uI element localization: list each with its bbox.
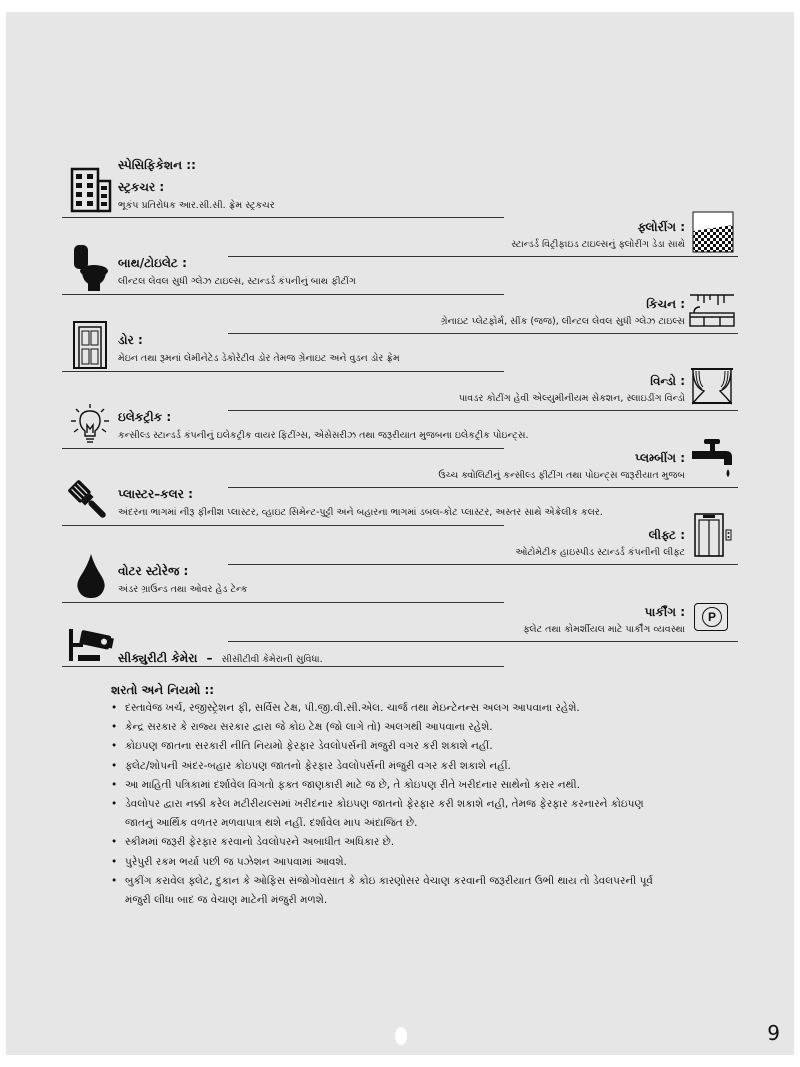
page-number: 9 — [767, 1021, 780, 1045]
divider — [228, 564, 738, 565]
parking-letter: P — [702, 607, 722, 627]
lightbulb-icon — [70, 403, 110, 447]
term-text: સ્કીમમાં જરૂરી ફેરફાર કરવાનો ડેવલોપરને અબાધીત અધિકાર છે. — [125, 836, 395, 849]
water-text: અંડર ગ્રાઉન્ડ તથા ઓવર હેડ ટેન્ક — [118, 584, 248, 595]
parking-icon — [694, 603, 728, 631]
divider — [62, 448, 504, 449]
term-text: બુકીંગ કરાવેલ ફ્લેટ, દુકાન કે ઓફિસ સંજોગોવસાત કે કોઇ કારણોસર વેચાણ કરવાની જરૂરીયાત ઉભી થાય તો ડેવલપરની પૂર્વ મંજુરી લીધા બાદ જ વેચાણ માટેની મંજુરી મળશે. — [125, 874, 653, 907]
divider — [62, 217, 504, 218]
bullet: • — [111, 778, 118, 791]
parking-title: પાર્કીંગ : — [644, 605, 685, 619]
list-item — [111, 833, 671, 852]
divider — [62, 371, 504, 372]
security-title: સીક્યુરીટી કેમેરા — [118, 651, 198, 665]
term-text: દસ્તાવેજ ખર્ચ, રજીસ્ટ્રેશન ફી, સર્વિસ ટેક્ષ, પી.જી.વી.સી.એલ. ચાર્જ તથા મેઇન્ટેનન્સ અલગ આપવાના રહેશે. — [125, 702, 580, 714]
divider — [62, 666, 504, 667]
term-text: ડેવલોપર દ્વારા નક્કી કરેલ મટીરીયલ્સમાં ખરીદનાર કોઇપણ જાતનો ફેરફાર કરી શકાશે નહી, તેમજ ફેરફાર કરનારને કોઇપણ જાતનું આર્થિક વળતર મળવાપાત્ર થશે નહીં. દર્શાવેલ માપ અંદાજિત છે. — [125, 798, 644, 830]
list-item — [111, 795, 671, 833]
plumbing-text: ઉચ્ચ ક્વોલિટીનું કન્સીલ્ડ ફીટીંગ તથા પોઇન્ટ્સ જરૂરીયાત મુજબ — [438, 470, 685, 481]
faucet-icon — [690, 437, 734, 479]
lift-title: લીફ્ટ : — [648, 528, 685, 542]
list-item — [111, 872, 671, 910]
term-text: આ માહિતી પત્રિકામાં દર્શાવેલ વિગતો ફક્ત જાણકારી માટે જ છે, તે કોઇપણ રીતે ખરીદનાર સાથેનો કરાર નથી. — [125, 778, 580, 791]
list-item — [111, 776, 671, 795]
terms-title: શરતો અને નિયમો :: — [111, 683, 215, 697]
structure-title: સ્ટ્રકચર : — [118, 180, 165, 194]
term-text: કોઇપણ જાતના સરકારી નીતિ નિયમો ફેરફાર ડેવલોપર્સની મંજુરી વગર કરી શકાશે નહીં. — [125, 740, 493, 753]
window-curtain-icon — [690, 367, 734, 405]
toilet-icon — [70, 243, 110, 293]
bullet: • — [111, 721, 118, 734]
water-drop-icon — [76, 553, 106, 599]
door-icon — [72, 320, 108, 370]
structure-text: ભૂકંપ પ્રતિરોધક આર.સી.સી. ફ્રેમ સ્ટ્રકચર — [118, 200, 275, 211]
divider — [228, 487, 738, 488]
plaster-text: અંદરના ભાગમાં નીરૂ ફીનીશ પ્લાસ્ટર, વ્હાઇટ સિમેન્ટ-પુટ્ટી અને બહારના ભાગમાં ડબલ-કોટ પ્લાસ્ટર, અસ્તર સાથે એક્રેલીક કલર. — [118, 507, 603, 518]
divider — [62, 525, 504, 526]
decorative-dot — [395, 1027, 407, 1045]
spec-title: સ્પેસિફિકેશન :: — [118, 158, 196, 172]
bath-text: લીન્ટલ લેવલ સુધી ગ્લેઝ ટાઇલ્સ, સ્ટાન્ડર્ડ કંપનીનું બાથ ફીટીંગ — [118, 276, 356, 287]
bullet: • — [111, 740, 118, 753]
water-title: વોટર સ્ટોરેજ : — [118, 564, 189, 578]
list-item — [111, 853, 671, 872]
electric-title: ઇલેકટ્રીક : — [118, 410, 172, 424]
list-item — [111, 718, 671, 737]
bullet: • — [111, 798, 118, 811]
divider — [228, 410, 738, 411]
flooring-text: સ્ટાન્ડર્ડ વિટ્રીફાઇડ ટાઇલ્સનું ફ્લોરીંગ ડેડા સાથે — [511, 239, 685, 250]
bullet: • — [111, 702, 118, 714]
list-item — [111, 757, 671, 776]
bullet: • — [111, 836, 118, 849]
divider — [228, 256, 738, 257]
divider — [228, 333, 738, 334]
plumbing-title: પ્લમ્બીંગ : — [634, 451, 685, 465]
list-item — [111, 737, 671, 756]
security-row — [118, 647, 323, 666]
parking-text: ફ્લેટ તથા કોમર્શીયલ માટે પાર્કીંગ વ્યવસ્થા — [523, 624, 685, 635]
plaster-title: પ્લાસ્ટર–કલર : — [118, 487, 193, 501]
kitchen-icon — [688, 291, 736, 329]
kitchen-title: કિચન : — [646, 297, 685, 311]
term-text: ફ્લેટ/શોપની અંદર-બહાર કોઇપણ જાતનો ફેરફાર ડેવલોપર્સની મંજુરી વગર કરી શકાશે નહીં. — [125, 759, 512, 772]
bullet: • — [111, 759, 118, 772]
bullet: • — [111, 855, 118, 868]
flooring-title: ફ્લોરીંગ : — [637, 220, 685, 234]
security-text: સીસીટીવી કેમેરાની સુવિધા. — [221, 654, 323, 665]
door-title: ડોર : — [118, 333, 143, 347]
elevator-icon — [693, 512, 733, 558]
kitchen-text: ગ્રેનાઇટ પ્લેટફોર્મ, સીંક (જજ), લીન્ટલ લેવલ સુધી ગ્લેઝ ટાઇલ્સ — [440, 316, 685, 327]
security-dash: – — [206, 651, 213, 665]
building-icon — [70, 165, 112, 213]
bullet: • — [111, 874, 118, 887]
lift-text: ઓટોમેટીક હાઇસ્પીડ સ્ટાન્ડર્ડ કંપનીની લીફ્ટ — [515, 547, 685, 558]
bath-title: બાથ/ટોઇલેટ : — [118, 256, 187, 270]
electric-text: કન્સીલ્ડ સ્ટાન્ડર્ડ કંપનીનું ઇલેકટ્રીક વાયર ફિટીંગ્સ, એસેસરીઝ તથા જરૂરીયાત મુજબના ઇલેકટ્રીક પોઇન્ટ્સ. — [118, 430, 529, 441]
window-text: પાવડર કોટીંગ હેવી એલ્યુમીનીયમ સેકશન, સ્લાઇડીંગ વિન્ડો — [458, 393, 685, 404]
paint-brush-icon — [68, 480, 112, 524]
divider — [62, 602, 504, 603]
divider — [62, 294, 504, 295]
list-item — [111, 699, 671, 718]
term-text: કેન્દ્ર સરકાર કે રાજ્ય સરકાર દ્વારા જે કોઇ ટેક્ષ (જો લાગે તો) અલગથી આપવાના રહેશે. — [125, 721, 493, 734]
floor-tile-icon — [692, 211, 734, 253]
divider — [228, 641, 738, 642]
terms-list — [111, 699, 671, 910]
cctv-camera-icon — [68, 627, 114, 663]
term-text: પુરેપુરી રકમ ભર્યા પછી જ પઝેશન આપવામાં આવશે. — [125, 855, 347, 868]
window-title: વિન્ડો : — [650, 374, 685, 388]
door-text: મેઇન તથા રૂમનાં લેમીનેટેડ ડેકોરેટીવ ડોર તેમજ ગ્રેનાઇટ અને વુડન ડોર ફ્રેમ — [118, 353, 400, 364]
